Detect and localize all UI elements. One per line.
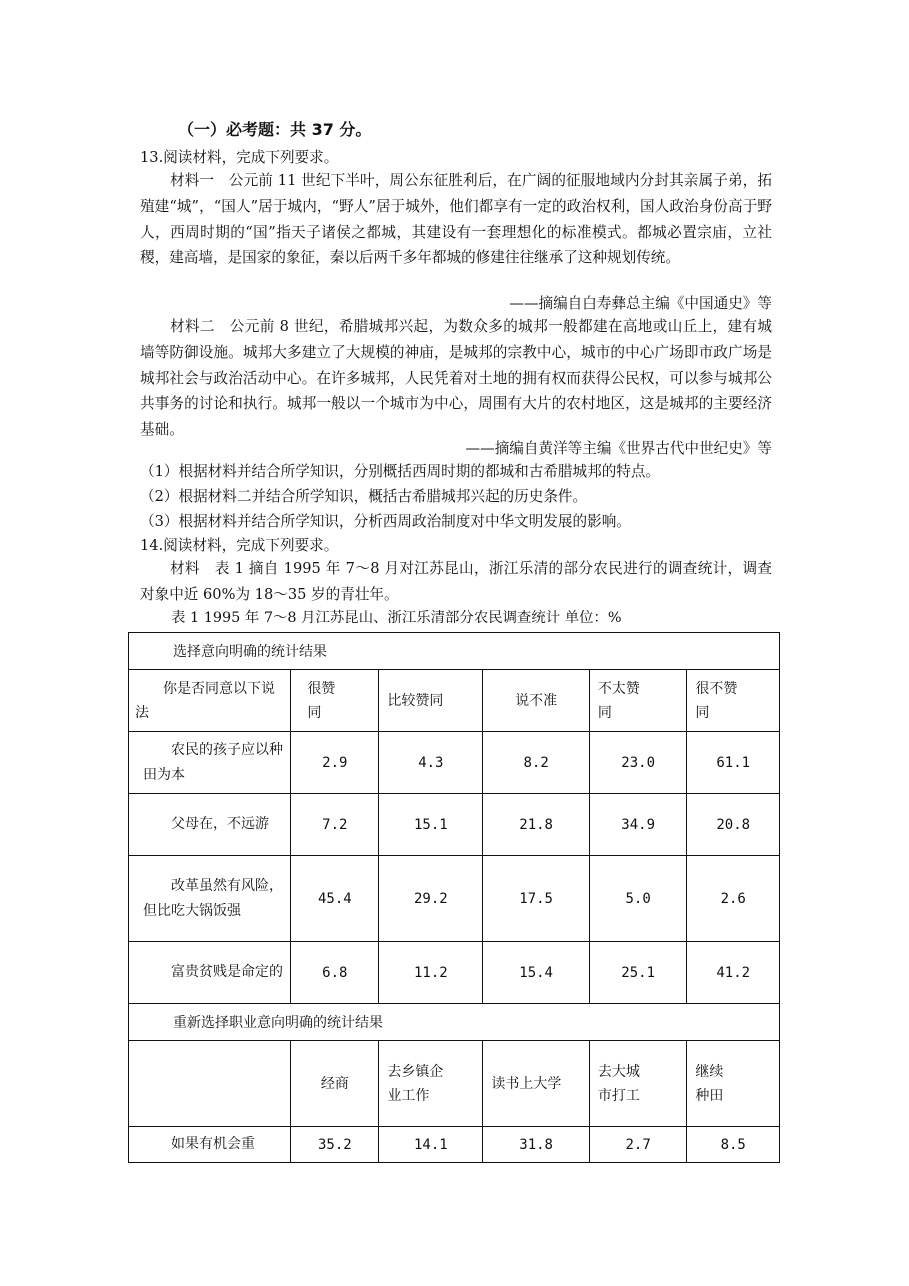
table2-section-header: 重新选择职业意向明确的统计结果 [129, 1004, 780, 1041]
table1-section-header: 选择意向明确的统计结果 [129, 633, 780, 670]
row-label: 父母在，不远游 [129, 794, 291, 856]
q13-source-2: ——摘编自黄洋等主编《世界古代中世纪史》等 [465, 440, 772, 457]
cell-value: 8.2 [483, 732, 590, 794]
q14-stem: 14.阅读材料，完成下列要求。 [140, 537, 339, 554]
table1-first-col-header: 你是否同意以下说法 [129, 670, 291, 732]
cell-value: 14.1 [379, 1127, 483, 1163]
cell-value: 61.1 [687, 732, 780, 794]
q13-source-1: ——摘编自白寿彝总主编《中国通史》等 [509, 295, 772, 312]
table2-col-header: 继续种田 [687, 1041, 780, 1127]
table1-col-header: 说不准 [483, 670, 590, 732]
cell-value: 2.7 [589, 1127, 687, 1163]
table2-col-header: 去大城市打工 [589, 1041, 687, 1127]
table-row [129, 1127, 780, 1163]
cell-value: 15.4 [483, 942, 590, 1004]
cell-value: 15.1 [379, 794, 483, 856]
cell-value: 5.0 [589, 856, 687, 942]
cell-value: 31.8 [483, 1127, 590, 1163]
table-row [129, 856, 780, 942]
section-title: （一）必考题：共 37 分。 [178, 120, 372, 139]
cell-value: 11.2 [379, 942, 483, 1004]
cell-value: 45.4 [291, 856, 379, 942]
q13-material-1: 材料一 公元前 11 世纪下半叶，周公东征胜利后，在广阔的征服地域内分封其亲属子弟，拓殖建“城”，“国人”居于城内，“野人”居于城外，他们都享有一定的政治权利，国人政治身份高于野人，西周时期的“国”指天子诸侯之都城，其建设有一套理想化的标准模式。都城必置宗庙，立社稷，建高墙，是国家的象征，秦以后两千多年都城的修建往往继承了这种规划传统。 [140, 172, 772, 267]
table-row [129, 942, 780, 1004]
cell-value: 34.9 [589, 794, 687, 856]
survey-table [128, 632, 780, 1163]
cell-value: 29.2 [379, 856, 483, 942]
cell-value: 23.0 [589, 732, 687, 794]
row-label: 改革虽然有风险，但比吃大锅饭强 [129, 856, 291, 942]
q14-material: 材料 表 1 摘自 1995 年 7～8 月对江苏昆山，浙江乐清的部分农民进行的调查统计，调查对象中近 60%为 18～35 岁的青壮年。 [140, 560, 772, 603]
table-row [129, 732, 780, 794]
table-row [129, 794, 780, 856]
table1-col-header: 很不赞同 [687, 670, 780, 732]
cell-value: 20.8 [687, 794, 780, 856]
row-label: 富贵贫贱是命定的 [129, 942, 291, 1004]
table2-first-col-header [129, 1041, 291, 1127]
q13-stem: 13.阅读材料，完成下列要求。 [140, 149, 339, 166]
cell-value: 17.5 [483, 856, 590, 942]
cell-value: 2.9 [291, 732, 379, 794]
cell-value: 6.8 [291, 942, 379, 1004]
cell-value: 35.2 [291, 1127, 379, 1163]
table2-col-header: 去乡镇企业工作 [379, 1041, 483, 1127]
cell-value: 21.8 [483, 794, 590, 856]
table1-col-header: 比较赞同 [379, 670, 483, 732]
table1-col-header: 很赞同 [291, 670, 379, 732]
cell-value: 41.2 [687, 942, 780, 1004]
cell-value: 8.5 [687, 1127, 780, 1163]
cell-value: 7.2 [291, 794, 379, 856]
table-caption: 表 1 1995 年 7～8 月江苏昆山、浙江乐清部分农民调查统计 单位：% [171, 610, 622, 626]
cell-value: 25.1 [589, 942, 687, 1004]
table2-col-header: 经商 [291, 1041, 379, 1127]
q13-question-3: （3）根据材料并结合所学知识，分析西周政治制度对中华文明发展的影响。 [140, 513, 631, 530]
row-label: 农民的孩子应以种田为本 [129, 732, 291, 794]
q13-material-2: 材料二 公元前 8 世纪，希腊城邦兴起，为数众多的城邦一般都建在高地或山丘上，建有城墙等防御设施。城邦大多建立了大规模的神庙，是城邦的宗教中心，城市的中心广场即市政广场是城邦社会与政治活动中心。在许多城邦，人民凭着对土地的拥有权而获得公民权，可以参与城邦公共事务的讨论和执行。城邦一般以一个城市为中心，周围有大片的农村地区，这是城邦的主要经济基础。 [140, 318, 772, 439]
q13-question-1: （1）根据材料并结合所学知识，分别概括西周时期的都城和古希腊城邦的特点。 [140, 463, 661, 480]
row-label: 如果有机会重 [129, 1127, 291, 1163]
table2-col-header: 读书上大学 [483, 1041, 590, 1127]
cell-value: 2.6 [687, 856, 780, 942]
table1-col-header: 不太赞同 [589, 670, 687, 732]
cell-value: 4.3 [379, 732, 483, 794]
q13-question-2: （2）根据材料二并结合所学知识，概括古希腊城邦兴起的历史条件。 [140, 488, 588, 505]
